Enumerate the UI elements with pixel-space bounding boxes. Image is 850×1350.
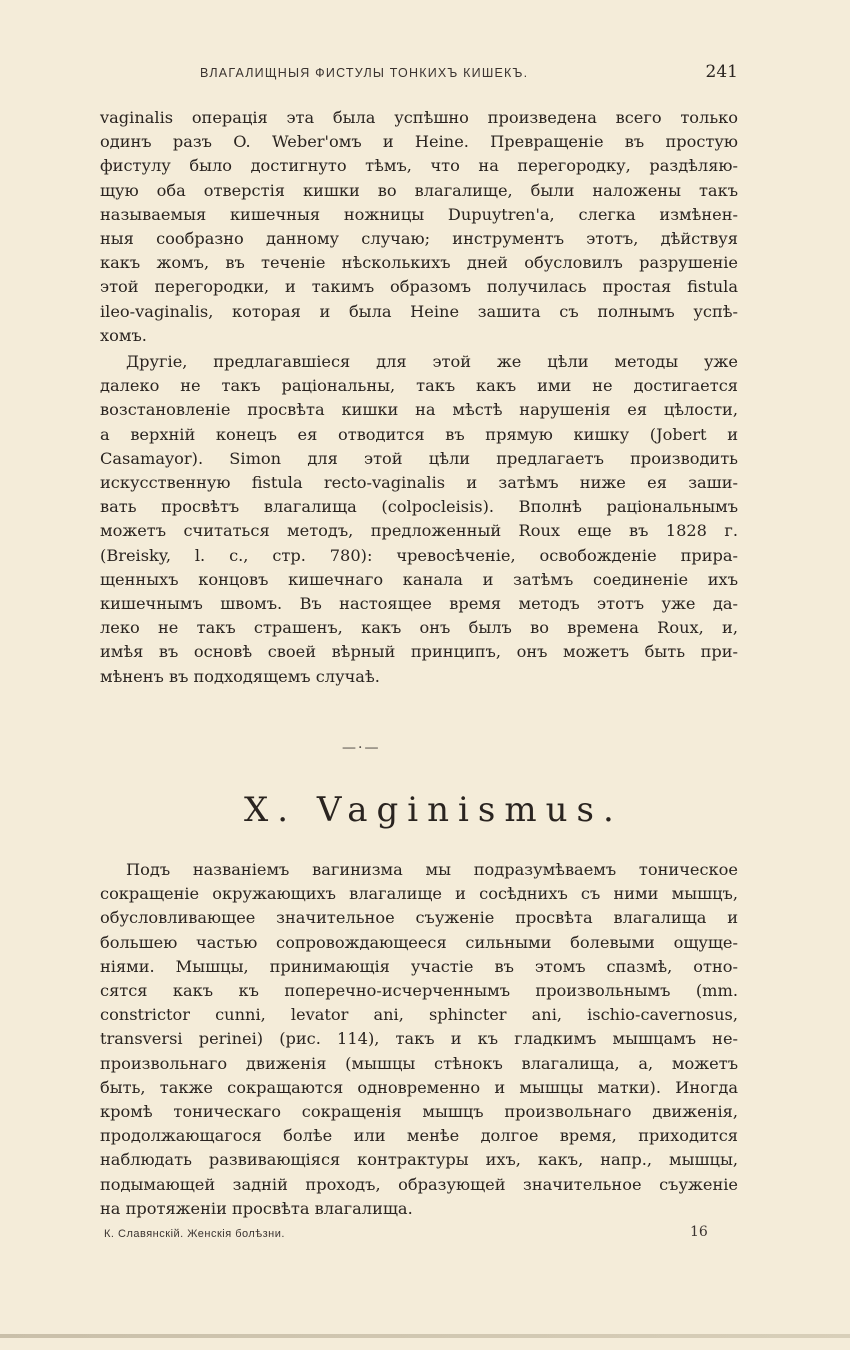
text-line: Другіе, предлагавшіеся для этой же цѣли методы уже xyxy=(126,352,738,371)
text-line: vaginalis операція эта была успѣшно произведена всего только xyxy=(100,108,738,127)
text-line: сятся какъ къ поперечно-исчерченнымъ произвольнымъ (mm. xyxy=(100,981,738,1001)
text-line: щую оба отверстія кишки во влагалище, были наложены такъ xyxy=(100,180,738,200)
text-line: (Breisky, l. c., стр. 780): чревосѣченіе, освобожденіе прира- xyxy=(100,545,738,565)
section-heading: X. Vaginismus. xyxy=(244,790,623,830)
text-line: а верхній конецъ ея отводится въ прямую кишку (Jobert и xyxy=(100,424,738,444)
text-line: какъ жомъ, въ теченіе нѣсколькихъ дней обусловилъ разрушеніе xyxy=(100,253,738,273)
text-line: большею частью сопровождающееся сильными болевыми ощуще- xyxy=(100,932,738,952)
text-line: наблюдать развивающіяся контрактуры ихъ, какъ, напр., мышцы, xyxy=(100,1150,738,1170)
text-line: ніями. Мышцы, принимающія участіе въ этомъ спазмѣ, отно- xyxy=(100,956,738,976)
sheet-number: 16 xyxy=(690,1224,708,1240)
text-line: фистулу было достигнуто тѣмъ, что на перегородку, раздѣляю- xyxy=(100,156,738,176)
text-line: Casamayor). Simon для этой цѣли предлагаетъ производить xyxy=(100,448,738,468)
text-line: constrictor cunni, levator ani, sphincter ani, ischio-cavernosus, xyxy=(100,1005,738,1025)
footer-signature: К. Славянскій. Женскія болѣзни. xyxy=(104,1228,285,1240)
text-line: мѣненъ въ подходящемъ случаѣ. xyxy=(100,666,380,686)
text-line: вать просвѣтъ влагалища (colpocleisis). Вполнѣ раціональнымъ xyxy=(100,497,738,517)
text-line: искусственную fistula recto-vaginalis и затѣмъ ниже ея заши- xyxy=(100,473,738,493)
text-line: быть, также сокращаются одновременно и мышцы матки). Иногда xyxy=(100,1077,738,1097)
text-line: обусловливающее значительное съуженіе просвѣта влагалища и xyxy=(100,908,738,928)
text-line: хомъ. xyxy=(100,325,147,345)
paragraph-vaginismus xyxy=(100,858,738,1221)
paragraph-continuation xyxy=(100,106,738,348)
text-line: этой перегородки, и такимъ образомъ получилась простая fistula xyxy=(100,277,738,297)
text-line: transversi perinei) (рис. 114), такъ и къ гладкимъ мышцамъ не- xyxy=(100,1029,738,1049)
text-line: кромѣ тоническаго сокращенія мышцъ произвольнаго движенія, xyxy=(100,1102,738,1122)
text-line: возстановленіе просвѣта кишки на мѣстѣ нарушенія ея цѣлости, xyxy=(100,400,738,420)
text-line: продолжающагося болѣе или менѣе долгое время, приходится xyxy=(100,1126,738,1146)
section-separator: —·— xyxy=(342,740,381,756)
paragraph-methods xyxy=(100,350,738,689)
text-line: подымающей задній проходъ, образующей значительное съуженіе xyxy=(100,1174,738,1194)
text-line: Подъ названіемъ вагинизма мы подразумѣваемъ тоническое xyxy=(126,860,738,879)
text-line: сокращеніе окружающихъ влагалище и сосѣднихъ съ ними мышцъ, xyxy=(100,884,738,904)
page-number: 241 xyxy=(705,62,738,82)
text-line: ileo-vaginalis, которая и была Heine зашита съ полнымъ успѣ- xyxy=(100,301,738,321)
text-line: можетъ считаться методъ, предложенный Roux еще въ 1828 г. xyxy=(100,521,738,541)
text-line: леко не такъ страшенъ, какъ онъ былъ во времена Roux, и, xyxy=(100,618,738,638)
running-title: ВЛАГАЛИЩНЫЯ ФИСТУЛЫ ТОНКИХЪ КИШЕКЪ. xyxy=(200,66,529,80)
text-line: на протяженіи просвѣта влагалища. xyxy=(100,1198,413,1218)
text-line: называемыя кишечныя ножницы Dupuytren'а, слегка измѣнен- xyxy=(100,204,738,224)
text-line: имѣя въ основѣ своей вѣрный принципъ, онъ можетъ быть при- xyxy=(100,642,738,662)
running-head xyxy=(100,62,740,86)
text-line: щенныхъ концовъ кишечнаго канала и затѣмъ соединеніе ихъ xyxy=(100,569,738,589)
page-edge-shadow xyxy=(0,1334,850,1338)
text-line: ныя сообразно данному случаю; инструментъ этотъ, дѣйствуя xyxy=(100,229,738,249)
text-line: произвольнаго движенія (мышцы стѣнокъ влагалища, а, можетъ xyxy=(100,1053,738,1073)
text-line: одинъ разъ O. Weber'омъ и Heine. Превращеніе въ простую xyxy=(100,132,738,152)
text-line: кишечнымъ швомъ. Въ настоящее время методъ этотъ уже да- xyxy=(100,594,738,614)
text-line: далеко не такъ раціональны, такъ какъ ими не достигается xyxy=(100,376,738,396)
